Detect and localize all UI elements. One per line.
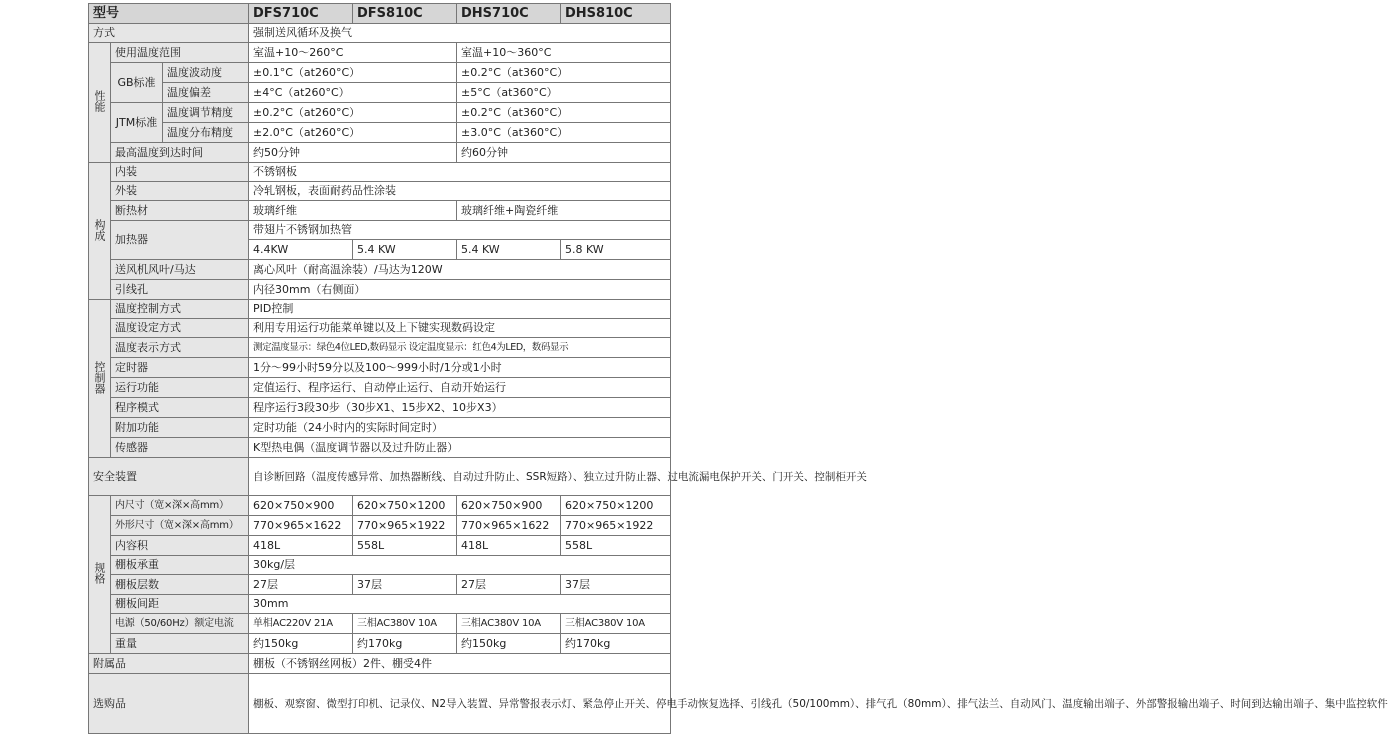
perf-dist-row	[89, 123, 671, 143]
heater-label: 加热器	[111, 221, 249, 260]
controller-value: 程序运行3段30步（30步X1、15步X2、10步X3）	[249, 398, 671, 418]
volume: 418L	[457, 536, 561, 556]
outer-size-row	[89, 516, 671, 536]
controller-label: 温度表示方式	[111, 338, 249, 358]
controller-row	[89, 378, 671, 398]
dist-label: 温度分布精度	[163, 123, 249, 143]
model-header: 型号	[89, 4, 249, 24]
controller-group-label: 控制器	[89, 300, 111, 458]
shelf-load: 30kg/层	[249, 556, 671, 575]
controller-row	[89, 358, 671, 378]
adjust-df: ±0.2°C（at260°C）	[249, 103, 457, 123]
outer-size: 770×965×1622	[249, 516, 353, 536]
inner-size: 620×750×1200	[561, 496, 671, 516]
outer-size: 770×965×1622	[457, 516, 561, 536]
dev-dh: ±5°C（at360°C）	[457, 83, 671, 103]
method-value: 强制送风循环及换气	[249, 24, 671, 43]
heater-power: 5.8 KW	[561, 240, 671, 260]
perf-max-time-row	[89, 143, 671, 163]
inner-size: 620×750×900	[249, 496, 353, 516]
fan-value: 离心风叶（耐高温涂装）/马达为120W	[249, 260, 671, 280]
weight-row	[89, 634, 671, 654]
power: 三相AC380V 10A	[561, 614, 671, 634]
controller-label: 定时器	[111, 358, 249, 378]
heater-desc-row	[89, 221, 671, 240]
controller-row	[89, 438, 671, 458]
power: 单相AC220V 21A	[249, 614, 353, 634]
perf-temp-range-row	[89, 43, 671, 63]
volume: 558L	[353, 536, 457, 556]
volume-label: 内容积	[111, 536, 249, 556]
controller-row	[89, 319, 671, 338]
weight: 约150kg	[457, 634, 561, 654]
construction-group-label: 构成	[89, 163, 111, 300]
controller-value: PID控制	[249, 300, 671, 319]
method-row	[89, 24, 671, 43]
volume: 558L	[561, 536, 671, 556]
max-time-label: 最高温度到达时间	[111, 143, 249, 163]
model-name: DHS710C	[457, 4, 561, 24]
controller-row	[89, 418, 671, 438]
adjust-dh: ±0.2°C（at360°C）	[457, 103, 671, 123]
heater-desc: 带翅片不锈钢加热管	[249, 221, 671, 240]
inner-row	[89, 163, 671, 182]
shelf-count: 27层	[457, 575, 561, 595]
fan-label: 送风机风叶/马达	[111, 260, 249, 280]
power: 三相AC380V 10A	[457, 614, 561, 634]
specs-group-label: 规格	[89, 496, 111, 654]
perf-dev-row	[89, 83, 671, 103]
volume-row	[89, 536, 671, 556]
controller-label: 附加功能	[111, 418, 249, 438]
gb-standard-label: GB标准	[111, 63, 163, 103]
perf-fluct-row	[89, 63, 671, 83]
dev-label: 温度偏差	[163, 83, 249, 103]
controller-row	[89, 398, 671, 418]
controller-label: 温度设定方式	[111, 319, 249, 338]
controller-value: 测定温度显示：绿色4位LED,数码显示 设定温度显示：红色4为LED，数码显示	[249, 338, 671, 358]
safety-value: 自诊断回路（温度传感异常、加热器断线、自动过升防止、SSR短路）、独立过升防止器、过电流漏电保护开关、门开关、控制柜开关	[249, 458, 671, 496]
weight-label: 重量	[111, 634, 249, 654]
controller-value: 利用专用运行功能菜单键以及上下键实现数码设定	[249, 319, 671, 338]
controller-label: 程序模式	[111, 398, 249, 418]
inner-size: 620×750×1200	[353, 496, 457, 516]
outer-size-label: 外形尺寸（宽×深×高mm）	[111, 516, 249, 536]
insul-row	[89, 201, 671, 221]
header-row	[89, 4, 671, 24]
insul-df: 玻璃纤维	[249, 201, 457, 221]
model-name: DFS810C	[353, 4, 457, 24]
jtm-standard-label: JTM标准	[111, 103, 163, 143]
outer-size: 770×965×1922	[561, 516, 671, 536]
accessories-row	[89, 654, 671, 674]
heater-power: 4.4KW	[249, 240, 353, 260]
inner-value: 不锈钢板	[249, 163, 671, 182]
shelf-gap-row	[89, 595, 671, 614]
weight: 约150kg	[249, 634, 353, 654]
model-name: DHS810C	[561, 4, 671, 24]
weight: 约170kg	[353, 634, 457, 654]
max-time-df: 约50分钟	[249, 143, 457, 163]
shelf-gap-label: 棚板间距	[111, 595, 249, 614]
volume: 418L	[249, 536, 353, 556]
inner-label: 内装	[111, 163, 249, 182]
spec-table	[88, 3, 1388, 734]
fluct-dh: ±0.2°C（at360°C）	[457, 63, 671, 83]
dev-df: ±4°C（at260°C）	[249, 83, 457, 103]
controller-row	[89, 338, 671, 358]
weight: 约170kg	[561, 634, 671, 654]
shelf-count: 37层	[561, 575, 671, 595]
temp-range-label: 使用温度范围	[111, 43, 249, 63]
controller-row	[89, 300, 671, 319]
controller-label: 传感器	[111, 438, 249, 458]
safety-row	[89, 458, 671, 496]
hole-label: 引线孔	[111, 280, 249, 300]
power-row	[89, 614, 671, 634]
power: 三相AC380V 10A	[353, 614, 457, 634]
hole-row	[89, 280, 671, 300]
fluct-label: 温度波动度	[163, 63, 249, 83]
options-label: 选购品	[89, 674, 249, 734]
temp-range-dh: 室温+10～360°C	[457, 43, 671, 63]
hole-value: 内径30mm（右侧面）	[249, 280, 671, 300]
accessories-value: 棚板（不锈钢丝网板）2件、棚受4件	[249, 654, 671, 674]
controller-label: 温度控制方式	[111, 300, 249, 319]
fan-row	[89, 260, 671, 280]
outer-label: 外装	[111, 182, 249, 201]
shelf-gap: 30mm	[249, 595, 671, 614]
temp-range-df: 室温+10～260°C	[249, 43, 457, 63]
insul-dh: 玻璃纤维+陶瓷纤维	[457, 201, 671, 221]
perf-adjust-row	[89, 103, 671, 123]
controller-label: 运行功能	[111, 378, 249, 398]
fluct-df: ±0.1°C（at260°C）	[249, 63, 457, 83]
inner-size-label: 内尺寸（宽×深×高mm）	[111, 496, 249, 516]
shelf-count-row	[89, 575, 671, 595]
heater-power: 5.4 KW	[457, 240, 561, 260]
outer-row	[89, 182, 671, 201]
power-label: 电源（50/60Hz）额定电流	[111, 614, 249, 634]
accessories-label: 附属品	[89, 654, 249, 674]
adjust-label: 温度调节精度	[163, 103, 249, 123]
shelf-load-label: 棚板承重	[111, 556, 249, 575]
max-time-dh: 约60分钟	[457, 143, 671, 163]
options-row	[89, 674, 671, 734]
controller-value: 定时功能（24小时内的实际时间定时）	[249, 418, 671, 438]
inner-size: 620×750×900	[457, 496, 561, 516]
shelf-load-row	[89, 556, 671, 575]
performance-group-label: 性能	[89, 43, 111, 163]
shelf-count: 27层	[249, 575, 353, 595]
controller-value: K型热电偶（温度调节器以及过升防止器）	[249, 438, 671, 458]
heater-power: 5.4 KW	[353, 240, 457, 260]
model-name: DFS710C	[249, 4, 353, 24]
outer-size: 770×965×1922	[353, 516, 457, 536]
options-value: 棚板、观察窗、微型打印机、记录仪、N2导入装置、异常警报表示灯、紧急停止开关、停电手动恢复选择、引线孔（50/100mm）、排气孔（80mm）、排气法兰、自动风门、温度输出端子、外部警报输出端子、时间到达输出端子、集中监控软件	[249, 674, 671, 734]
controller-value: 定值运行、程序运行、自动停止运行、自动开始运行	[249, 378, 671, 398]
shelf-count-label: 棚板层数	[111, 575, 249, 595]
outer-value: 冷轧钢板，表面耐药品性涂装	[249, 182, 671, 201]
safety-label: 安全装置	[89, 458, 249, 496]
insul-label: 断热材	[111, 201, 249, 221]
shelf-count: 37层	[353, 575, 457, 595]
dist-dh: ±3.0°C（at360°C）	[457, 123, 671, 143]
dist-df: ±2.0°C（at260°C）	[249, 123, 457, 143]
inner-size-row	[89, 496, 671, 516]
method-label: 方式	[89, 24, 249, 43]
controller-value: 1分～99小时59分以及100～999小时/1分或1小时	[249, 358, 671, 378]
